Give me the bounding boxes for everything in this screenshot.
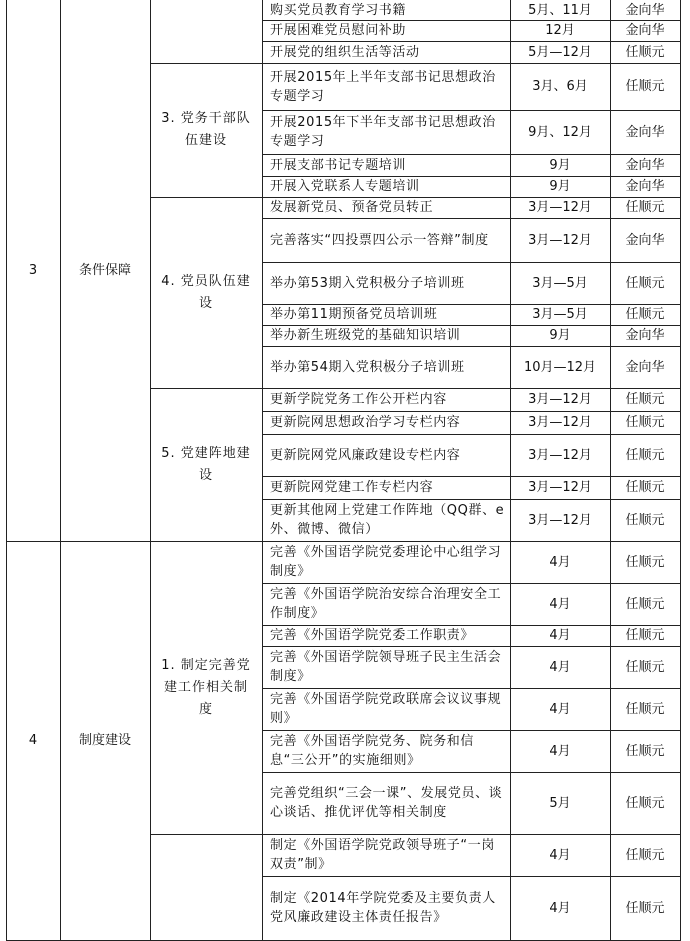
task-cell: 举办第54期入党积极分子培训班 <box>270 359 465 375</box>
owner-cell: 任顺元 <box>625 392 665 407</box>
task-cell: 完善《外国语学院党委理论中心组学习制度》 <box>270 545 502 579</box>
owner-cell: 任顺元 <box>625 447 665 463</box>
table-rule <box>150 0 151 941</box>
owner-cell: 金向华 <box>625 124 665 140</box>
owner-cell: 金向华 <box>625 23 665 38</box>
section-number-cell: 4 <box>28 733 38 748</box>
owner-cell: 金向华 <box>625 232 665 248</box>
owner-cell: 任顺元 <box>625 628 665 643</box>
task-cell: 举办第11期预备党员培训班 <box>270 307 438 322</box>
owner-cell: 任顺元 <box>625 847 665 863</box>
time-cell: 3月—12月 <box>528 480 592 495</box>
task-cell: 发展新党员、预备党员转正 <box>270 200 434 215</box>
task-cell: 完善《外国语学院治安综合治理安全工作制度》 <box>270 587 502 621</box>
owner-cell: 任顺元 <box>625 200 665 215</box>
time-cell: 9月、12月 <box>528 124 592 140</box>
time-cell: 3月—12月 <box>528 232 592 248</box>
time-cell: 10月—12月 <box>523 359 597 375</box>
time-cell: 3月—12月 <box>528 415 592 430</box>
section-number-cell: 3 <box>28 263 38 278</box>
time-cell: 12月 <box>545 23 575 38</box>
owner-cell: 任顺元 <box>625 659 665 675</box>
time-cell: 5月、11月 <box>528 2 592 18</box>
owner-cell: 任顺元 <box>625 44 665 60</box>
task-cell: 完善《外国语学院领导班子民主生活会制度》 <box>270 650 502 684</box>
time-cell: 5月 <box>549 795 571 811</box>
task-cell: 更新院网党建工作专栏内容 <box>270 480 434 495</box>
task-cell: 开展2015年上半年支部书记思想政治专题学习 <box>270 69 496 104</box>
table-rule <box>60 0 61 941</box>
owner-cell: 任顺元 <box>625 596 665 612</box>
task-cell: 开展入党联系人专题培训 <box>270 179 420 194</box>
time-cell: 9月 <box>549 157 571 173</box>
task-cell: 更新院网党风廉政建设专栏内容 <box>270 447 461 463</box>
time-cell: 3月—12月 <box>528 200 592 215</box>
owner-cell: 任顺元 <box>625 900 665 916</box>
owner-cell: 任顺元 <box>625 79 665 94</box>
time-cell: 3月、6月 <box>532 79 588 94</box>
time-cell: 5月—12月 <box>528 44 592 60</box>
time-cell: 3月—5月 <box>532 307 588 322</box>
task-cell: 开展支部书记专题培训 <box>270 157 407 173</box>
task-cell: 更新其他网上党建工作阵地（QQ群、e外、微博、微信） <box>270 503 505 537</box>
task-cell: 开展党的组织生活等活动 <box>270 44 420 60</box>
task-cell: 完善《外国语学院党务、院务和信息“三公开”的实施细则》 <box>270 734 475 768</box>
owner-cell: 任顺元 <box>625 701 665 717</box>
task-cell: 完善党组织“三会一课”、发展党员、谈心谈话、推优评优等相关制度 <box>270 786 503 820</box>
owner-cell: 金向华 <box>625 157 665 173</box>
section-name-cell: 制度建设 <box>78 733 131 748</box>
owner-cell: 任顺元 <box>625 415 665 430</box>
task-cell: 开展2015年下半年支部书记思想政治专题学习 <box>270 115 496 149</box>
owner-cell: 金向华 <box>625 2 665 18</box>
table-rule <box>680 0 681 941</box>
owner-cell: 任顺元 <box>625 307 665 322</box>
category-cell: 5. 党建阵地建设 <box>161 445 251 483</box>
time-cell: 4月 <box>549 659 571 675</box>
table-rule <box>6 0 7 941</box>
owner-cell: 金向华 <box>625 179 665 194</box>
section-name-cell: 条件保障 <box>78 263 131 278</box>
time-cell: 4月 <box>549 701 571 717</box>
task-cell: 购买党员教育学习书籍 <box>270 2 407 18</box>
task-cell: 完善《外国语学院党政联席会议议事规则》 <box>270 692 502 726</box>
time-cell: 3月—12月 <box>528 447 592 463</box>
owner-cell: 任顺元 <box>625 512 665 528</box>
table-rule <box>610 0 611 941</box>
table-rule <box>510 0 511 941</box>
time-cell: 3月—5月 <box>532 275 588 291</box>
time-cell: 4月 <box>549 628 571 643</box>
time-cell: 3月—12月 <box>528 392 592 407</box>
time-cell: 4月 <box>549 900 571 916</box>
task-cell: 更新院网思想政治学习专栏内容 <box>270 415 461 430</box>
time-cell: 9月 <box>549 179 571 194</box>
owner-cell: 金向华 <box>625 359 665 375</box>
category-cell <box>150 834 262 940</box>
time-cell: 4月 <box>549 743 571 759</box>
task-cell: 制定《2014年学院党委及主要负责人党风廉政建设主体责任报告》 <box>270 891 496 925</box>
task-cell: 完善落实“四投票四公示一答辩”制度 <box>270 232 489 248</box>
owner-cell: 任顺元 <box>625 743 665 759</box>
task-cell: 开展困难党员慰问补助 <box>270 23 407 38</box>
time-cell: 9月 <box>549 328 571 343</box>
time-cell: 4月 <box>549 554 571 570</box>
time-cell: 4月 <box>549 596 571 612</box>
owner-cell: 任顺元 <box>625 554 665 570</box>
time-cell: 4月 <box>549 847 571 863</box>
table-rule <box>262 0 263 941</box>
category-cell: 3. 党务干部队伍建设 <box>161 111 251 148</box>
task-cell: 更新学院党务工作公开栏内容 <box>270 392 447 407</box>
category-cell: 4. 党员队伍建设 <box>161 273 251 311</box>
category-cell: 1. 制定完善党建工作相关制度 <box>161 657 251 717</box>
task-cell: 举办新生班级党的基础知识培训 <box>270 328 461 343</box>
owner-cell: 金向华 <box>625 328 665 343</box>
category-cell <box>150 0 262 63</box>
owner-cell: 任顺元 <box>625 480 665 495</box>
owner-cell: 任顺元 <box>625 275 665 291</box>
owner-cell: 任顺元 <box>625 795 665 811</box>
time-cell: 3月—12月 <box>528 512 592 528</box>
task-cell: 举办第53期入党积极分子培训班 <box>270 275 465 291</box>
task-cell: 完善《外国语学院党委工作职责》 <box>270 628 475 643</box>
task-cell: 制定《外国语学院党政领导班子“一岗双责”制》 <box>270 838 495 872</box>
